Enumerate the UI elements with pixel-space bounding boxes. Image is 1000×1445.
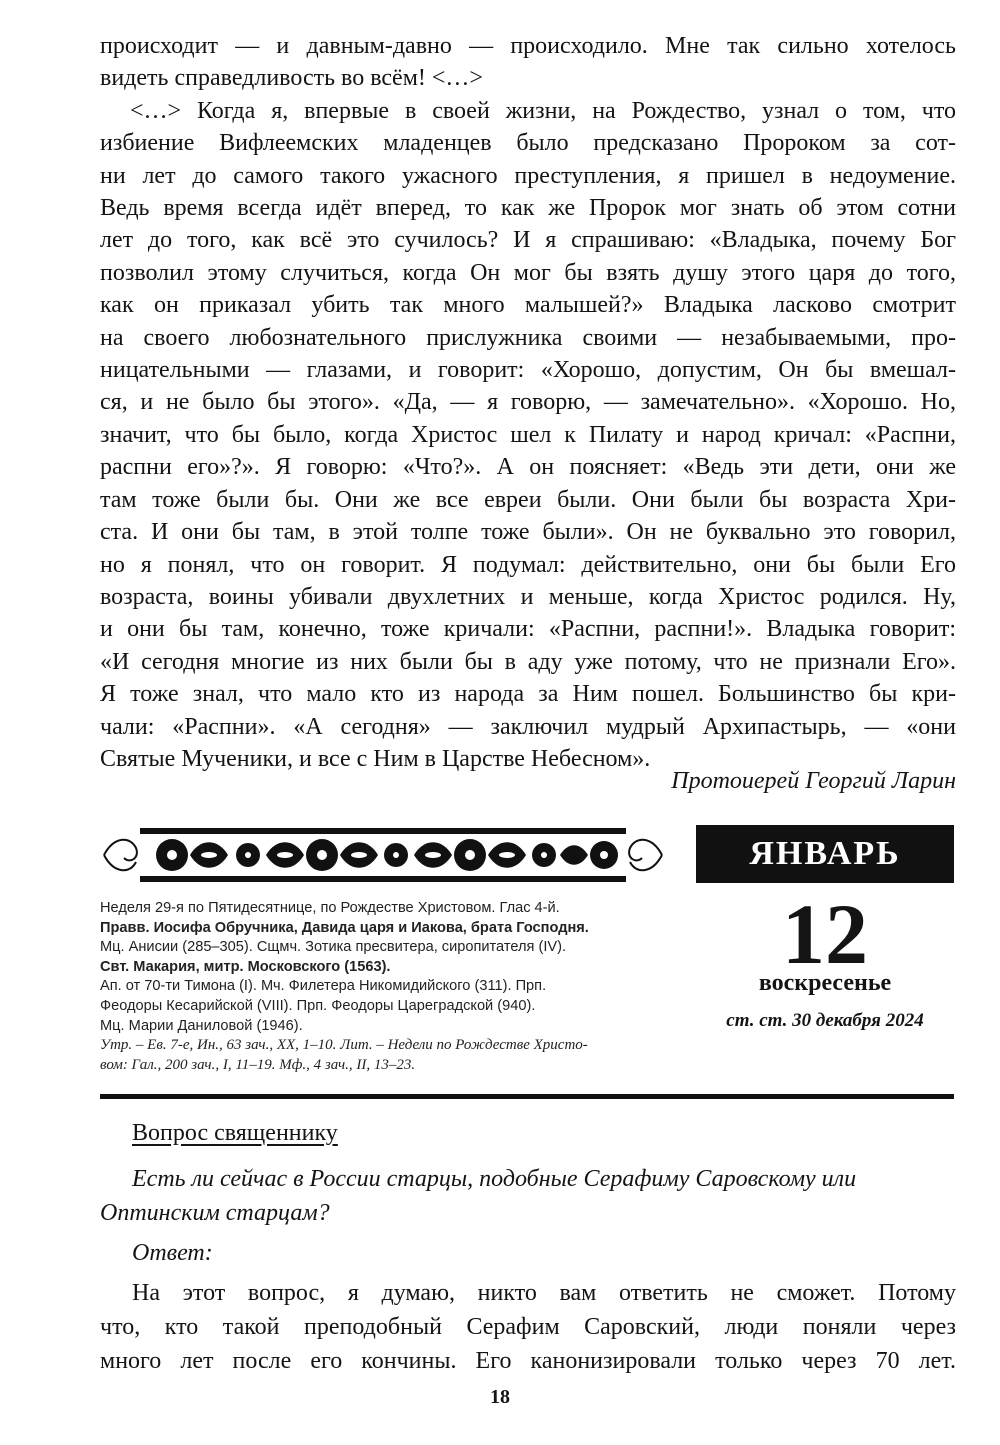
- month-label: ЯНВАРЬ: [696, 825, 954, 883]
- weekday: воскресенье: [758, 970, 892, 996]
- calendar-readings-line: вом: Гал., 200 зач., I, 11–19. Мф., 4 зач., II, 13–23.: [100, 1056, 416, 1073]
- section-divider: [100, 1094, 954, 1099]
- answer-text: [100, 1276, 956, 1378]
- text-line: ся, и не было бы этого». «Да, — я говорю, — замечательно». «Хорошо. Но,: [100, 389, 956, 416]
- text-line: избиение Вифлеемских младенцев было предсказано Пророком за сот-: [100, 130, 956, 157]
- text-line: там тоже были бы. Они же все евреи были. Они были бы возраста Хри-: [100, 486, 956, 513]
- liturgical-calendar: [100, 899, 676, 1075]
- text-line: ста. И они бы там, в этой толпе тоже были». Он не буквально это говорил,: [100, 519, 956, 546]
- text-line: чали: «Распни». «А сегодня» — заключил мудрый Архипастырь, — «они: [100, 713, 956, 740]
- text-line: распни его»?». Я говорю: «Что?». А он поясняет: «Ведь эти дети, они же: [100, 454, 956, 481]
- answer-line: На этот вопрос, я думаю, никто вам ответить не сможет. Потому: [132, 1280, 956, 1306]
- text-line: позволил этому случиться, когда Он мог бы взять душу этого царя до того,: [100, 259, 956, 286]
- page-number: 18: [490, 1386, 510, 1408]
- old-style-date: ст. ст. 30 декабря 2024: [726, 1010, 924, 1031]
- calendar-line: Мц. Анисии (285–305). Сщмч. Зотика пресвитера, сиропитателя (IV).: [100, 939, 567, 956]
- calendar-line: Неделя 29-я по Пятидесятнице, по Рождестве Христовом. Глас 4-й.: [100, 900, 560, 916]
- text-line: ницательными — глазами, и говорит: «Хорошо, допустим, Он бы вмешал-: [100, 357, 956, 384]
- question-line: Оптинским старцам?: [100, 1200, 330, 1226]
- text-line: происходит — и давным-давно — происходило. Мне так сильно хотелось: [100, 33, 956, 59]
- author-signature: Протоиерей Георгий Ларин: [671, 768, 956, 794]
- text-line: значит, что бы было, когда Христос шел к Пилату и народ кричал: «Распни,: [100, 421, 956, 448]
- text-line: на своего любознательного прислужника своими — незабываемыми, про-: [100, 324, 956, 351]
- main-text: [100, 30, 956, 775]
- text-line: как он приказал убить так много малышей?» Владыка ласково смотрит: [100, 292, 956, 319]
- text-line: Святые Мученики, и все с Ним в Царстве Небесном».: [100, 745, 651, 772]
- text-line: возраста, воины убивали двухлетних и меньше, когда Христос родился. Ну,: [100, 583, 956, 610]
- calendar-line: Мц. Марии Даниловой (1946).: [100, 1017, 303, 1034]
- question: [100, 1162, 956, 1230]
- calendar-line: Свт. Макария, митр. Московского (1563).: [100, 958, 391, 975]
- answer-line: что, кто такой преподобный Серафим Саровский, люди поняли через: [100, 1314, 956, 1340]
- section-title: Вопрос священнику: [132, 1120, 338, 1146]
- calendar-line: Ап. от 70-ти Тимона (I). Мч. Филетера Никомидийского (311). Прп.: [100, 978, 547, 995]
- text-line: но я понял, что он говорит. Я подумал: действительно, они бы были Его: [100, 551, 956, 578]
- question-line: Есть ли сейчас в России старцы, подобные Серафиму Саровскому или: [132, 1166, 857, 1192]
- text-line: <…> Когда я, впервые в своей жизни, на Рождество, узнал о том, что: [130, 97, 956, 124]
- text-line: «И сегодня многие из них были бы в аду уже потому, что не признали Его».: [100, 648, 956, 675]
- answer-line: много лет после его кончины. Его канонизировали только через 70 лет.: [100, 1348, 956, 1374]
- ornament-divider: [100, 822, 666, 888]
- text-line: и они бы там, конечно, тоже кричали: «Распни, распни!». Владыка говорит:: [100, 616, 956, 643]
- text-line: Я тоже знал, что мало кто из народа за Ним пошел. Большинство бы кри-: [100, 681, 956, 708]
- text-line: лет до того, как всё это сучилось? И я спрашиваю: «Владыка, почему Бог: [100, 227, 956, 254]
- answer-label: Ответ:: [132, 1240, 213, 1266]
- text-line: видеть справедливость во всём! <…>: [100, 65, 483, 92]
- calendar-readings-line: Утр. – Ев. 7-е, Ин., 63 зач., XX, 1–10. Лит. – Недели по Рождестве Христо-: [100, 1037, 588, 1054]
- calendar-line: Правв. Иосифа Обручника, Давида царя и Иакова, брата Господня.: [100, 919, 589, 936]
- day-number: 12: [782, 886, 868, 982]
- text-line: Ведь время всегда идёт вперед, то как же Пророк мог знать об этом сотни: [100, 195, 956, 222]
- text-line: ни лет до самого такого ужасного преступления, я пришел в недоумение.: [100, 162, 956, 189]
- calendar-line: Феодоры Кесарийской (VIII). Прп. Феодоры Царегрaдской (940).: [100, 997, 536, 1014]
